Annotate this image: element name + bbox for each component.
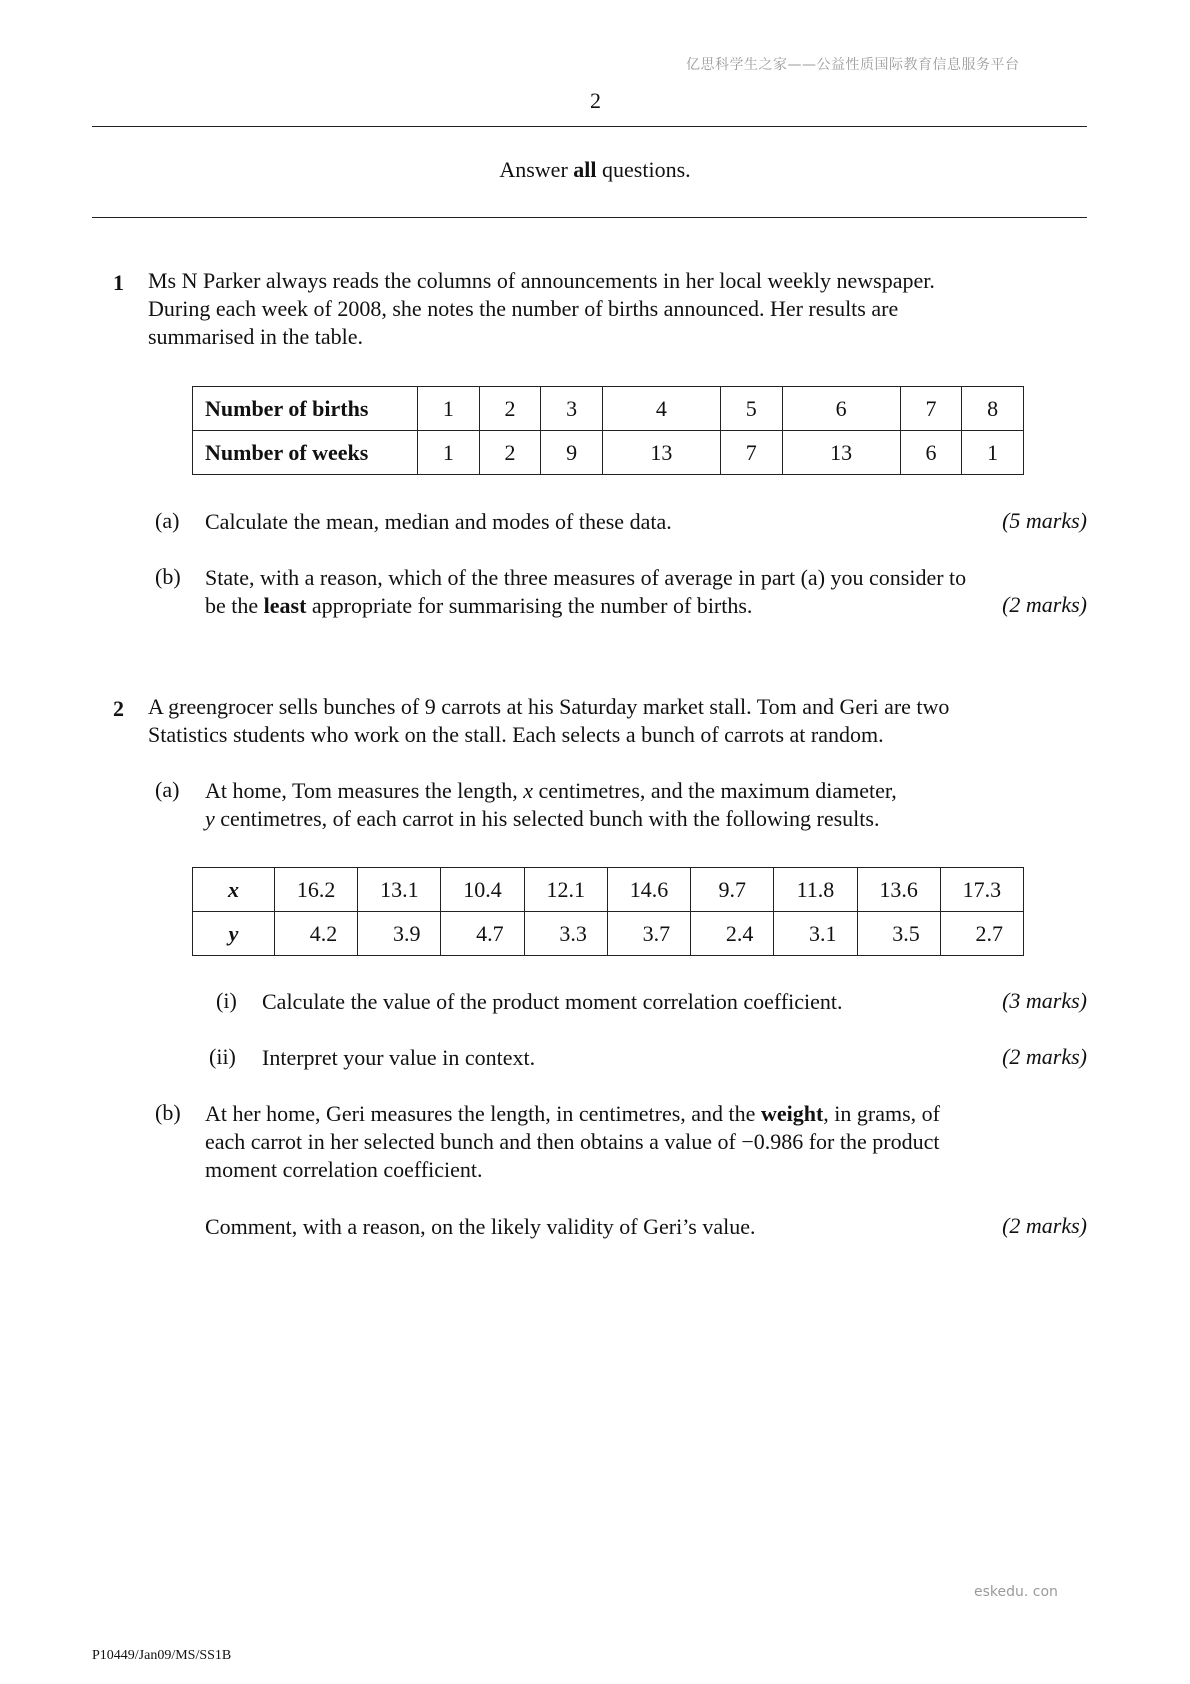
document-code: P10449/Jan09/MS/SS1B bbox=[92, 1648, 232, 1663]
table-header: x bbox=[193, 868, 275, 912]
watermark-header: 亿思科学生之家——公益性质国际教育信息服务平台 bbox=[686, 57, 1020, 73]
watermark-footer: eskedu. con bbox=[974, 1584, 1058, 1600]
table-cell: 13.1 bbox=[358, 868, 441, 912]
table-cell: 7 bbox=[900, 387, 962, 431]
table-cell: 2.4 bbox=[691, 912, 774, 956]
table-cell: 1 bbox=[418, 431, 480, 475]
page-number: 2 bbox=[590, 88, 601, 113]
table-cell: 9.7 bbox=[691, 868, 774, 912]
table-cell: 3 bbox=[541, 387, 603, 431]
table-row bbox=[193, 387, 1024, 431]
q1b-text: State, with a reason, which of the three measures of average in part (a) you consider to be the least appropriate for summarising the number of births. bbox=[205, 565, 967, 618]
q1a-text: Calculate the mean, median and modes of these data. bbox=[205, 509, 672, 534]
q1b-label: (b) bbox=[155, 564, 181, 589]
q2a-text: At home, Tom measures the length, x centimetres, and the maximum diameter, y centimetres, of each carrot in his selected bunch with the following results. bbox=[205, 778, 897, 831]
table-header: Number of weeks bbox=[193, 431, 418, 475]
q2ai-text: Calculate the value of the product moment correlation coefficient. bbox=[262, 989, 843, 1014]
table-cell: 5 bbox=[720, 387, 782, 431]
table-cell: 9 bbox=[541, 431, 603, 475]
table-cell: 3.9 bbox=[358, 912, 441, 956]
births-table bbox=[192, 386, 1024, 475]
instruction: Answer all questions. bbox=[499, 157, 691, 182]
q2aii-label: (ii) bbox=[209, 1044, 236, 1069]
top-divider bbox=[92, 126, 1087, 127]
q2a-label: (a) bbox=[155, 777, 180, 802]
table-cell: 1 bbox=[962, 431, 1024, 475]
table-cell: 14.6 bbox=[607, 868, 690, 912]
table-cell: 2 bbox=[479, 431, 541, 475]
table-cell: 4 bbox=[602, 387, 720, 431]
question-2-number: 2 bbox=[113, 696, 124, 721]
table-row bbox=[193, 912, 1024, 956]
q2b-comment: Comment, with a reason, on the likely validity of Geri’s value. bbox=[205, 1214, 756, 1239]
table-cell: 13 bbox=[602, 431, 720, 475]
table-header: y bbox=[193, 912, 275, 956]
instruction-divider bbox=[92, 217, 1087, 218]
table-cell: 13 bbox=[782, 431, 900, 475]
table-cell: 16.2 bbox=[275, 868, 358, 912]
table-cell: 6 bbox=[900, 431, 962, 475]
table-cell: 4.2 bbox=[275, 912, 358, 956]
table-cell: 4.7 bbox=[441, 912, 524, 956]
table-cell: 3.7 bbox=[607, 912, 690, 956]
q2b-label: (b) bbox=[155, 1100, 181, 1125]
question-1-intro: Ms N Parker always reads the columns of announcements in her local weekly newspaper. During each week of 2008, she notes the number of births announced. Her results are summarised in the table. bbox=[148, 268, 935, 349]
q2b-marks: (2 marks) bbox=[1002, 1213, 1087, 1238]
table-cell: 13.6 bbox=[857, 868, 940, 912]
table-cell: 8 bbox=[962, 387, 1024, 431]
table-row bbox=[193, 868, 1024, 912]
question-2-intro: A greengrocer sells bunches of 9 carrots at his Saturday market stall. Tom and Geri are two Statistics students who work on the stall. Each selects a bunch of carrots at random. bbox=[148, 694, 950, 747]
table-cell: 10.4 bbox=[441, 868, 524, 912]
q2aii-marks: (2 marks) bbox=[1002, 1044, 1087, 1069]
carrot-table bbox=[192, 867, 1024, 956]
q2ai-label: (i) bbox=[216, 988, 237, 1013]
q2b-text: At her home, Geri measures the length, in centimetres, and the weight, in grams, of each carrot in her selected bunch and then obtains a value of −0.986 for the product moment correlation coefficient. bbox=[205, 1101, 940, 1182]
table-cell: 1 bbox=[418, 387, 480, 431]
table-cell: 3.5 bbox=[857, 912, 940, 956]
q2ai-marks: (3 marks) bbox=[1002, 988, 1087, 1013]
q1a-label: (a) bbox=[155, 508, 180, 533]
table-cell: 17.3 bbox=[940, 868, 1023, 912]
question-1-number: 1 bbox=[113, 270, 124, 295]
table-cell: 2 bbox=[479, 387, 541, 431]
q1a-marks: (5 marks) bbox=[1002, 508, 1087, 533]
table-cell: 12.1 bbox=[524, 868, 607, 912]
table-cell: 3.3 bbox=[524, 912, 607, 956]
table-row bbox=[193, 431, 1024, 475]
table-header: Number of births bbox=[193, 387, 418, 431]
table-cell: 2.7 bbox=[940, 912, 1023, 956]
q1b-marks: (2 marks) bbox=[1002, 592, 1087, 617]
table-cell: 3.1 bbox=[774, 912, 857, 956]
table-cell: 11.8 bbox=[774, 868, 857, 912]
table-cell: 6 bbox=[782, 387, 900, 431]
q2aii-text: Interpret your value in context. bbox=[262, 1045, 536, 1070]
table-cell: 7 bbox=[720, 431, 782, 475]
